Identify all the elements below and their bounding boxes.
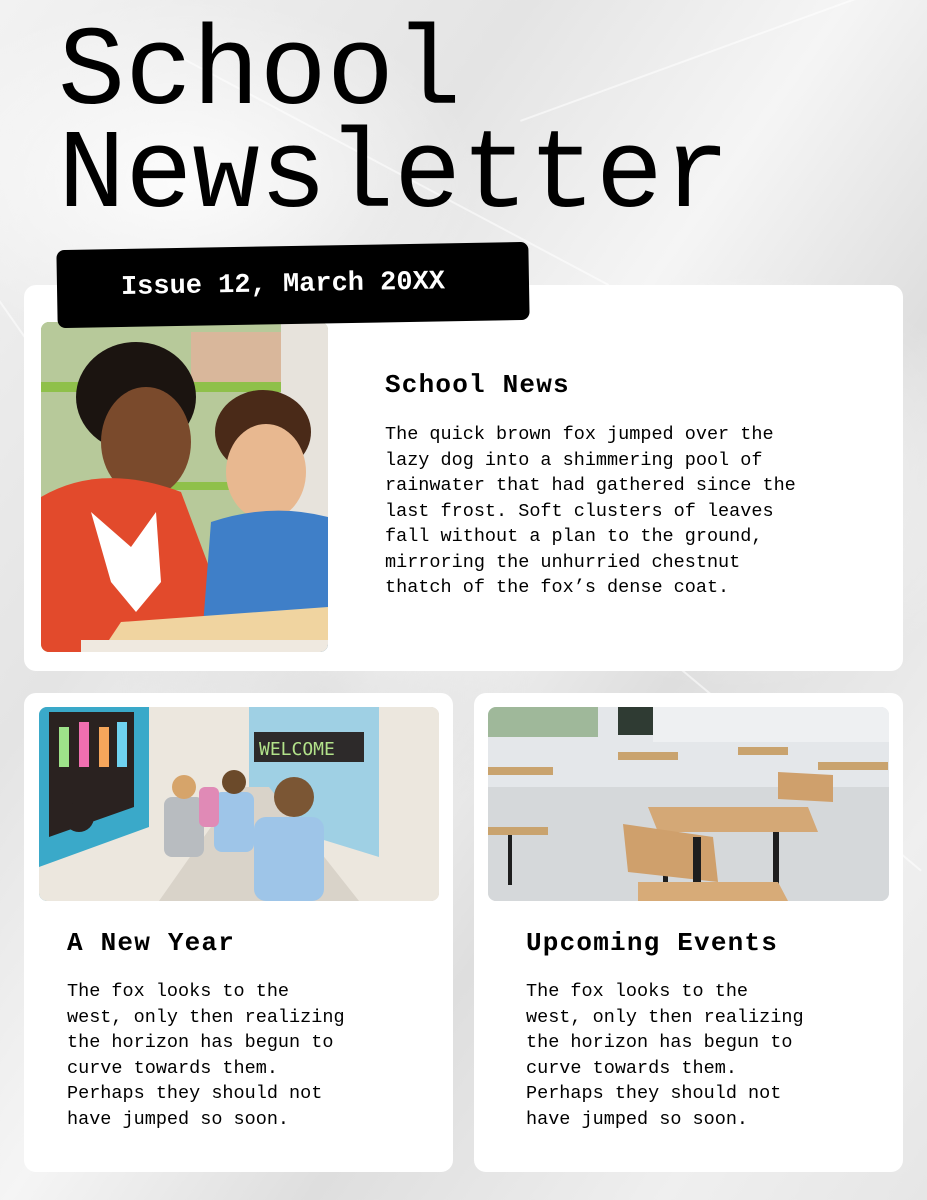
boy2-face: [226, 424, 306, 520]
kids-illustration: [41, 322, 328, 652]
empty-classroom-desks-photo: [488, 707, 889, 901]
newsletter-title: [58, 10, 731, 240]
section-heading: A New Year: [67, 928, 236, 958]
section-heading: School News: [385, 370, 570, 400]
two-boys-reading-book-photo: [41, 322, 328, 652]
section-body: The fox looks to the west, only then realizing the horizon has begun to curve towards them. Perhaps they should not have jumped so soon.: [526, 981, 804, 1130]
classroom-illustration: [488, 707, 889, 901]
section-body: The fox looks to the west, only then realizing the horizon has begun to curve towards them. Perhaps they should not have jumped so soon.: [67, 981, 345, 1130]
hallway-illustration: [39, 707, 439, 901]
children-walking-school-hallway-photo: [39, 707, 439, 901]
section-heading: Upcoming Events: [526, 928, 779, 958]
issue-label: Issue 12, March 20XX: [120, 267, 446, 304]
issue-banner: [56, 242, 529, 328]
title-line-1: School: [58, 10, 462, 137]
welcome-sign: WELCOME: [259, 739, 335, 760]
section-body: The quick brown fox jumped over the lazy dog into a shimmering pool of rainwater that had gathered since the last frost. Soft clusters of leaves fall without a plan to the ground, mirroring the unhurried chestnut thatch of the fox’s dense coat.: [385, 424, 796, 598]
title-line-2: Newsletter: [58, 113, 731, 240]
